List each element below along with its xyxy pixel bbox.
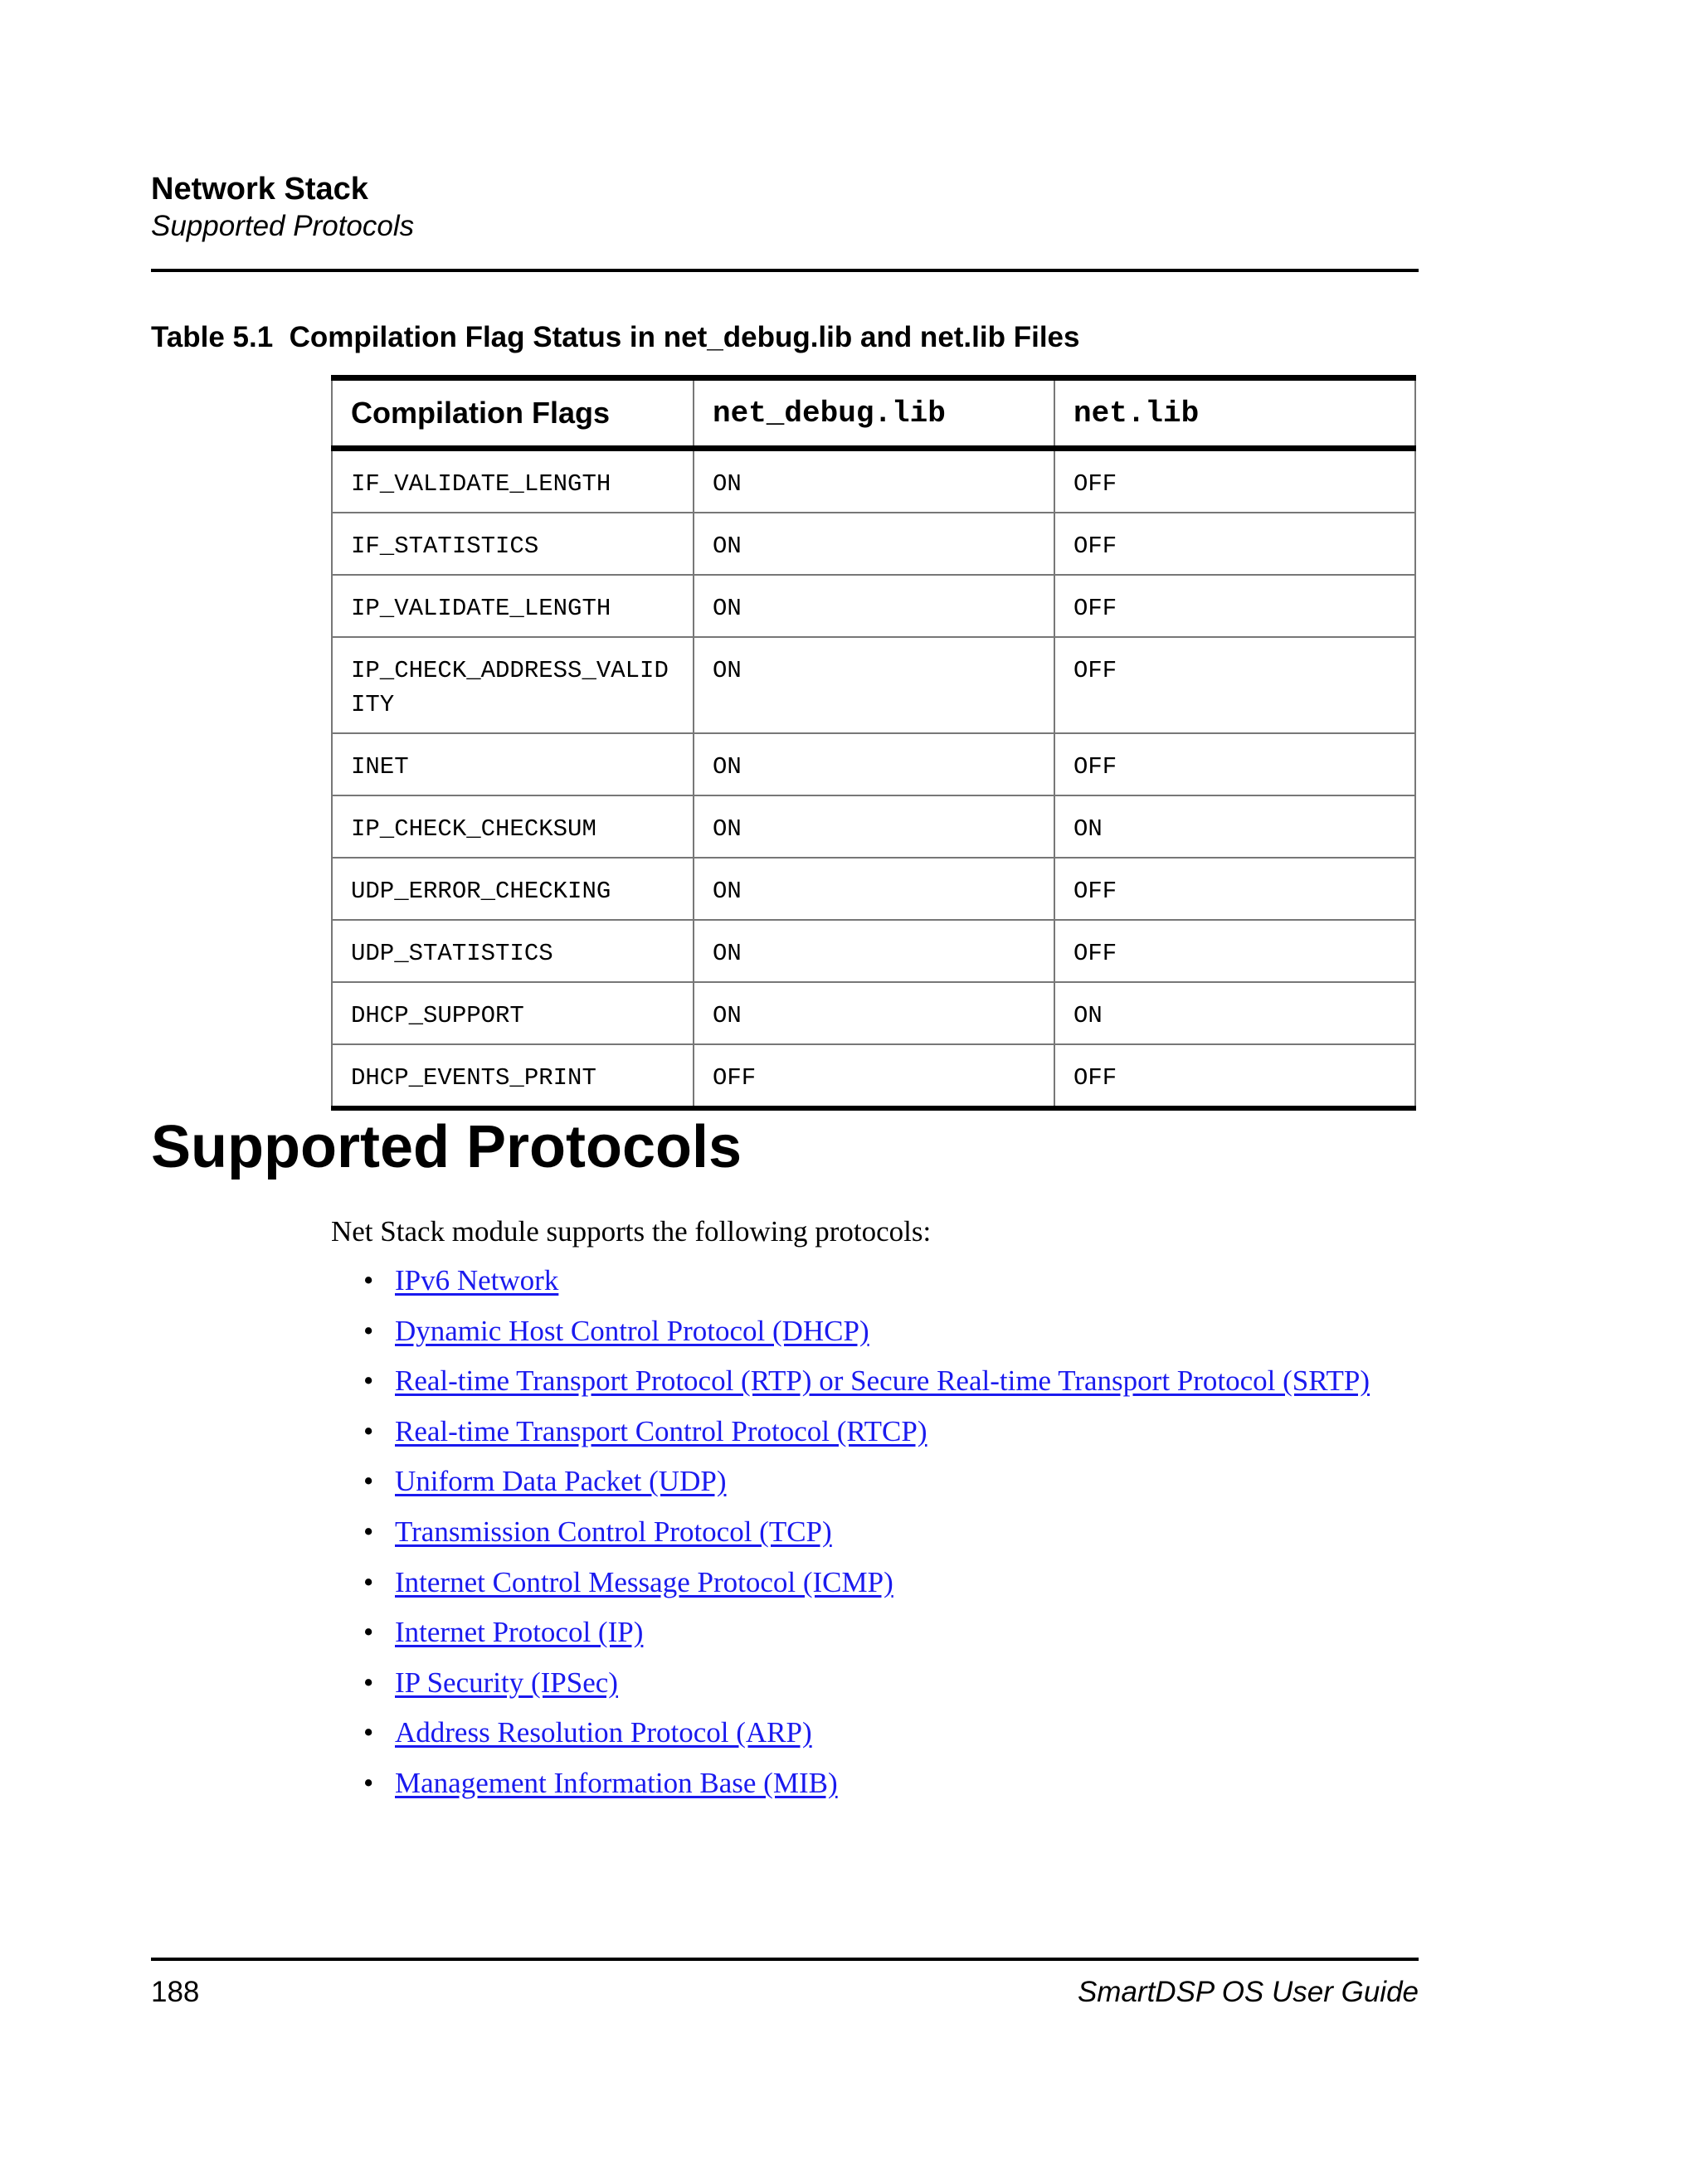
footer-rule xyxy=(151,1958,1419,1961)
bullet-icon: • xyxy=(363,1465,374,1498)
column-header-net-debug-lib: net_debug.lib xyxy=(694,378,1054,449)
protocol-link[interactable]: Internet Protocol (IP) xyxy=(395,1616,644,1649)
protocol-link[interactable]: Real-time Transport Protocol (RTP) or Secure Real-time Transport Protocol (SRTP) xyxy=(395,1364,1370,1398)
table-body xyxy=(332,449,1415,1109)
header-section-title: Supported Protocols xyxy=(151,210,415,242)
column-header-net-lib: net.lib xyxy=(1054,378,1415,449)
protocol-link[interactable]: Address Resolution Protocol (ARP) xyxy=(395,1716,812,1749)
net-debug-lib-cell: ON xyxy=(694,637,1054,733)
table-row xyxy=(332,795,1415,858)
flag-name-cell: IP_CHECK_CHECKSUM xyxy=(332,795,694,858)
flag-name-cell: UDP_STATISTICS xyxy=(332,920,694,982)
net-lib-cell: OFF xyxy=(1054,733,1415,795)
net-debug-lib-cell: ON xyxy=(694,795,1054,858)
table-row xyxy=(332,513,1415,575)
bullet-icon: • xyxy=(363,1766,374,1799)
flag-name-cell: DHCP_EVENTS_PRINT xyxy=(332,1044,694,1108)
net-lib-cell: OFF xyxy=(1054,858,1415,920)
intro-paragraph: Net Stack module supports the following protocols: xyxy=(331,1215,932,1248)
protocol-link[interactable]: IPv6 Network xyxy=(395,1264,559,1296)
document-title: SmartDSP OS User Guide xyxy=(1077,1976,1419,2008)
column-header-flags: Compilation Flags xyxy=(332,378,694,449)
net-debug-lib-cell: ON xyxy=(694,449,1054,513)
compilation-flags-table xyxy=(331,375,1416,1111)
flag-name-cell: IP_VALIDATE_LENGTH xyxy=(332,575,694,637)
table-row xyxy=(332,920,1415,982)
net-lib-cell: OFF xyxy=(1054,637,1415,733)
page-number: 188 xyxy=(151,1976,200,2008)
net-debug-lib-cell: ON xyxy=(694,982,1054,1044)
section-heading: Supported Protocols xyxy=(151,1114,742,1180)
flag-name-cell: INET xyxy=(332,733,694,795)
table-row xyxy=(332,449,1415,513)
table-row xyxy=(332,733,1415,795)
table-header-row xyxy=(332,378,1415,449)
protocol-link[interactable]: Transmission Control Protocol (TCP) xyxy=(395,1515,832,1548)
bullet-icon: • xyxy=(363,1716,374,1749)
net-lib-cell: OFF xyxy=(1054,920,1415,982)
bullet-icon: • xyxy=(363,1616,374,1649)
net-lib-cell: OFF xyxy=(1054,575,1415,637)
table-row xyxy=(332,858,1415,920)
header-rule xyxy=(151,269,1419,272)
protocol-link[interactable]: Dynamic Host Control Protocol (DHCP) xyxy=(395,1314,869,1347)
net-lib-cell: ON xyxy=(1054,982,1415,1044)
bullet-icon: • xyxy=(363,1666,374,1699)
bullet-icon: • xyxy=(363,1264,374,1296)
protocol-link[interactable]: Uniform Data Packet (UDP) xyxy=(395,1465,727,1498)
net-debug-lib-cell: ON xyxy=(694,733,1054,795)
protocol-link[interactable]: IP Security (IPSec) xyxy=(395,1666,618,1699)
bullet-icon: • xyxy=(363,1364,374,1398)
net-lib-cell: OFF xyxy=(1054,1044,1415,1108)
running-header xyxy=(151,170,414,245)
protocol-link[interactable]: Internet Control Message Protocol (ICMP) xyxy=(395,1565,893,1598)
protocol-link[interactable]: Real-time Transport Control Protocol (RTCP) xyxy=(395,1414,927,1447)
net-lib-cell: ON xyxy=(1054,795,1415,858)
flag-name-cell: IP_CHECK_ADDRESS_VALIDITY xyxy=(332,637,694,733)
net-debug-lib-cell: ON xyxy=(694,858,1054,920)
net-lib-cell: OFF xyxy=(1054,513,1415,575)
table-row xyxy=(332,1044,1415,1108)
flag-name-cell: IF_VALIDATE_LENGTH xyxy=(332,449,694,513)
header-chapter-title: Network Stack xyxy=(151,172,368,207)
table-caption: Table 5.1 Compilation Flag Status in net_debug.lib and net.lib Files xyxy=(151,321,1080,353)
net-debug-lib-cell: ON xyxy=(694,575,1054,637)
flag-name-cell: DHCP_SUPPORT xyxy=(332,982,694,1044)
bullet-icon: • xyxy=(363,1565,374,1598)
table-row xyxy=(332,637,1415,733)
protocol-link[interactable]: Management Information Base (MIB) xyxy=(395,1766,838,1799)
table-row xyxy=(332,575,1415,637)
net-debug-lib-cell: ON xyxy=(694,513,1054,575)
bullet-icon: • xyxy=(363,1414,374,1447)
flag-name-cell: IF_STATISTICS xyxy=(332,513,694,575)
flag-name-cell: UDP_ERROR_CHECKING xyxy=(332,858,694,920)
bullet-icon: • xyxy=(363,1515,374,1548)
net-debug-lib-cell: OFF xyxy=(694,1044,1054,1108)
net-lib-cell: OFF xyxy=(1054,449,1415,513)
bullet-icon: • xyxy=(363,1314,374,1347)
net-debug-lib-cell: ON xyxy=(694,920,1054,982)
table-row xyxy=(332,982,1415,1044)
